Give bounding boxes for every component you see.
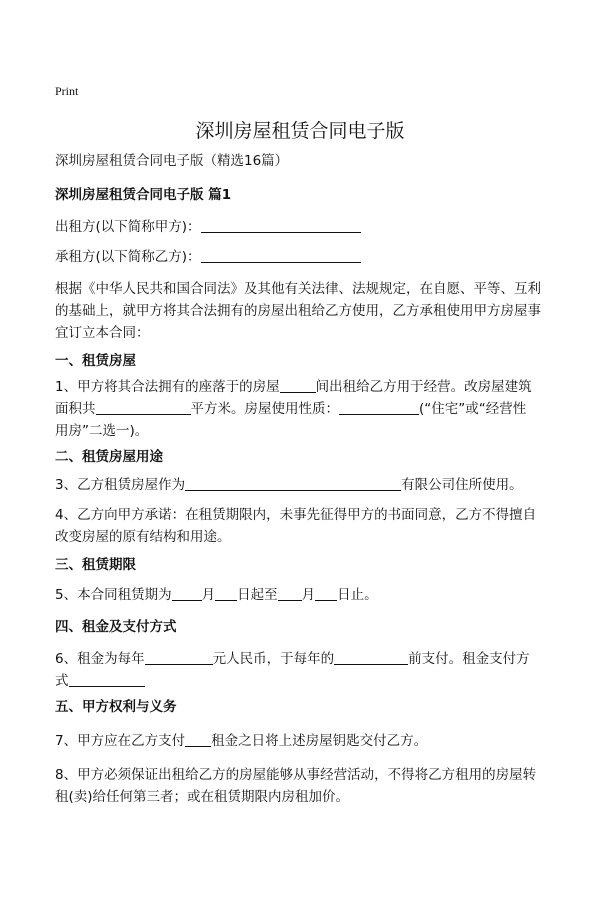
usage-blank[interactable] xyxy=(339,400,419,415)
preamble-line: 的基础上，就甲方将其合法拥有的房屋出租给乙方使用，乙方承租使用甲方房屋事 xyxy=(55,303,541,319)
section-heading: 三、租赁期限 xyxy=(55,557,136,573)
clause-3-line xyxy=(55,474,555,496)
clause-text: 前支付。租金支付方 xyxy=(408,651,530,667)
start-day-blank[interactable] xyxy=(215,586,237,601)
company-blank[interactable] xyxy=(185,476,401,491)
clause-text: 元人民币，于每年的 xyxy=(212,651,335,667)
clause-text: 5、本合同租赁期为 xyxy=(55,587,172,603)
clause-text: 7、甲方应在乙方支付 xyxy=(55,733,186,749)
lessor-label: 出租方(以下简称甲方)： xyxy=(55,219,201,235)
rooms-blank[interactable] xyxy=(280,378,316,393)
lessee-line xyxy=(55,246,555,268)
clause-1-line xyxy=(55,376,555,398)
subtitle: 深圳房屋租赁合同电子版（精选16篇） xyxy=(55,153,289,169)
section-heading: 二、租赁房屋用途 xyxy=(55,449,163,465)
payment-date-blank[interactable] xyxy=(334,650,408,665)
document-title: 深圳房屋租赁合同电子版 xyxy=(195,120,405,142)
clause-text: 间出租给乙方用于经营。改房屋建筑 xyxy=(315,379,532,395)
clause-text: 6、租金为每年 xyxy=(55,651,145,667)
clause-1-line: 用房”二选一)。 xyxy=(55,423,149,439)
rent-amount-blank[interactable] xyxy=(145,650,213,665)
clause-text: 月 xyxy=(201,587,216,603)
payment-method-blank[interactable] xyxy=(69,672,145,687)
lessor-blank[interactable] xyxy=(201,218,361,233)
clause-text: 月 xyxy=(301,587,316,603)
clause-4-line: 4、乙方向甲方承诺：在租赁期限内，未事先征得甲方的书面同意，乙方不得擅自 xyxy=(55,507,537,523)
preamble-line: 根据《中华人民共和国合同法》及其他有关法律、法规规定，在自愿、平等、互利 xyxy=(55,281,541,297)
clause-text: 日止。 xyxy=(337,587,378,603)
clause-text: 日起至 xyxy=(237,587,278,603)
print-label[interactable]: Print xyxy=(55,84,79,98)
lessee-blank[interactable] xyxy=(201,248,361,263)
clause-8-line: 8、甲方必须保证出租给乙方的房屋能够从事经营活动，不得将乙方租用的房屋转 xyxy=(55,767,537,783)
lessee-label: 承租方(以下简称乙方)： xyxy=(55,249,201,265)
clause-text: (“住宅”或“经营性 xyxy=(419,401,527,417)
clause-text: 式 xyxy=(55,673,69,689)
clause-4-line: 改变房屋的原有结构和用途。 xyxy=(55,529,231,545)
lessor-line xyxy=(55,216,555,238)
preamble-line: 宜订立本合同： xyxy=(55,325,150,341)
clause-text: 平方米。房屋使用性质： xyxy=(190,401,339,417)
clause-text: 有限公司住所使用。 xyxy=(401,477,523,493)
clause-text: 租金之日将上述房屋钥匙交付乙方。 xyxy=(211,733,428,749)
clause-8-line: 租(卖)给任何第三者；或在租赁期限内房租加价。 xyxy=(55,789,350,805)
end-day-blank[interactable] xyxy=(315,586,337,601)
clause-text: 1、甲方将其合法拥有的座落于的房屋 xyxy=(55,379,280,395)
end-month-blank[interactable] xyxy=(278,586,302,601)
part-heading: 深圳房屋租赁合同电子版 篇1 xyxy=(55,187,232,203)
clause-text: 3、乙方租赁房屋作为 xyxy=(55,477,186,493)
section-heading: 五、甲方权利与义务 xyxy=(55,699,177,715)
start-month-blank[interactable] xyxy=(172,586,202,601)
section-heading: 一、租赁房屋 xyxy=(55,353,136,369)
area-blank[interactable] xyxy=(96,400,191,415)
clause-6-line xyxy=(55,648,555,670)
clause-5-line xyxy=(55,584,555,606)
section-heading: 四、租金及支付方式 xyxy=(55,619,177,635)
clause-text: 面积共 xyxy=(55,401,96,417)
payment-period-blank[interactable] xyxy=(185,732,211,747)
clause-6-line xyxy=(55,670,555,692)
clause-7-line xyxy=(55,730,555,752)
clause-1-line xyxy=(55,398,555,420)
